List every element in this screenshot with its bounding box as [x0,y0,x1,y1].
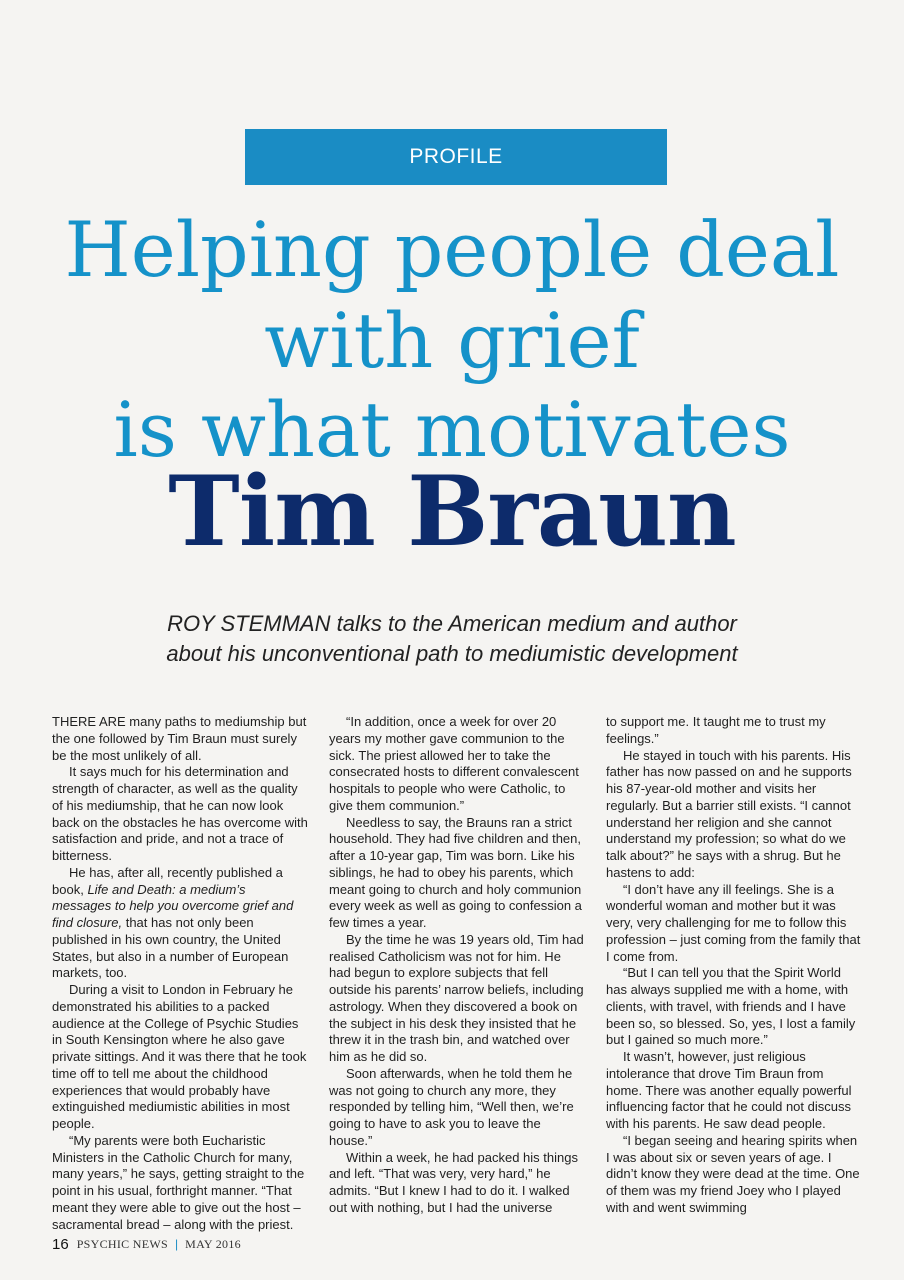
paragraph: Soon afterwards, when he told them he was not going to church any more, they responded by telling him, “Well then, we’re going to have to ask you to leave the house.” [329,1065,574,1148]
paragraph: “I began seeing and hearing spirits when I was about six or seven years of age. I didn’t know they were dead at the time. One of them was my friend Joey who I played with and went swimming [606,1132,860,1215]
standfirst-line-2: about his unconventional path to mediumistic development [166,641,738,666]
headline-line-3: is what motivates [113,385,791,474]
article-column-3 [606,714,862,1217]
paragraph [52,865,308,982]
paragraph: “But I can tell you that the Spirit World has always supplied me with a home, with clients, with travel, with friends and I have been so, so blessed. So, yes, I lost a family but I gained so much more.” [606,965,856,1048]
paragraph-text: He has, after all, recently published a book, [52,864,283,897]
paragraph: THERE ARE many paths to mediumship but the one followed by Tim Braun must surely be the most unlikely of all. [52,714,307,763]
paragraph: “My parents were both Eucharistic Ministers in the Catholic Church for many, many years,” he says, getting straight to the point in his usual, forthright manner. “That meant they were able to give out the host – sacramental bread – along with the priest. [52,1132,305,1232]
paragraph: By the time he was 19 years old, Tim had realised Catholicism was not for him. He had begun to explore subjects that fell outside his parents’ narrow beliefs, including astrology. When they discovered a book on the subject in his desk they insisted that he threw it in the trash bin, and watched over him as he did so. [329,931,584,1064]
footer-separator: | [174,1237,179,1251]
paragraph-text: that has not only been published in his own country, the United States, but also in a number of European markets, too. [52,915,289,981]
headline-name: Tim Braun [168,455,736,568]
book-title: Life and Death: a medium’s messages to help you overcome grief and find closure, [52,881,294,930]
paragraph: During a visit to London in February he demonstrated his abilities to a packed audience at the College of Psychic Studies in South Kensington where he also gave private sittings. And it was there that he took time off to tell me about the childhood experiences that would probably have extinguished mediumistic abilities in most people. [52,982,307,1131]
publication-name: PSYCHIC NEWS [76,1236,168,1251]
paragraph: “I don’t have any ill feelings. She is a wonderful woman and mother but it was very, very challenging for me to follow this profession – just coming from the family that I come from. [606,881,861,964]
article-column-2 [329,714,585,1217]
page-footer [52,1234,241,1254]
standfirst [120,609,784,669]
paragraph: “In addition, once a week for over 20 years my mother gave communion to the sick. The priest allowed her to take the consecrated hosts to different convalescent hospitals to people who were Catholic, to give them communion.” [329,714,579,813]
headline-line-2: with grief [264,296,640,385]
headline-line-1: Helping people deal [64,205,840,294]
paragraph: Needless to say, the Brauns ran a strict household. They had five children and then, after a 10-year gap, Tim was born. Like his siblings, he had to obey his parents, which meant going to church and holy communion every week as well as going to confession a few times a year. [329,814,582,930]
paragraph: It wasn’t, however, just religious intolerance that drove Tim Braun from home. There was another equally powerful influencing factor that he could not discuss with his parents. He saw dead people. [606,1049,852,1131]
paragraph: It says much for his determination and strength of character, as well as the quality of his mediumship, that he can now look back on the obstacles he has overcome with satisfaction and pride, and not a trace of bitterness. [52,764,308,863]
section-tag: PROFILE [245,129,667,185]
standfirst-line-1: ROY STEMMAN talks to the American medium and author [167,611,737,636]
paragraph: Within a week, he had packed his things and left. “That was very, very hard,” he admits. “But I knew I had to do it. I walked out with nothing, but I had the universe [329,1149,578,1215]
issue-date: MAY 2016 [185,1236,241,1251]
page-number: 16 [52,1235,69,1253]
paragraph: He stayed in touch with his parents. His father has now passed on and he supports his 87-year-old mother and visits her regularly. But a barrier still exists. “I cannot understand her religion and she cannot understand my profession; so what do we talk about?” he says with a shrug. But he hastens to add: [606,747,852,880]
article-column-1 [52,714,308,1233]
paragraph: to support me. It taught me to trust my feelings.” [606,714,826,746]
